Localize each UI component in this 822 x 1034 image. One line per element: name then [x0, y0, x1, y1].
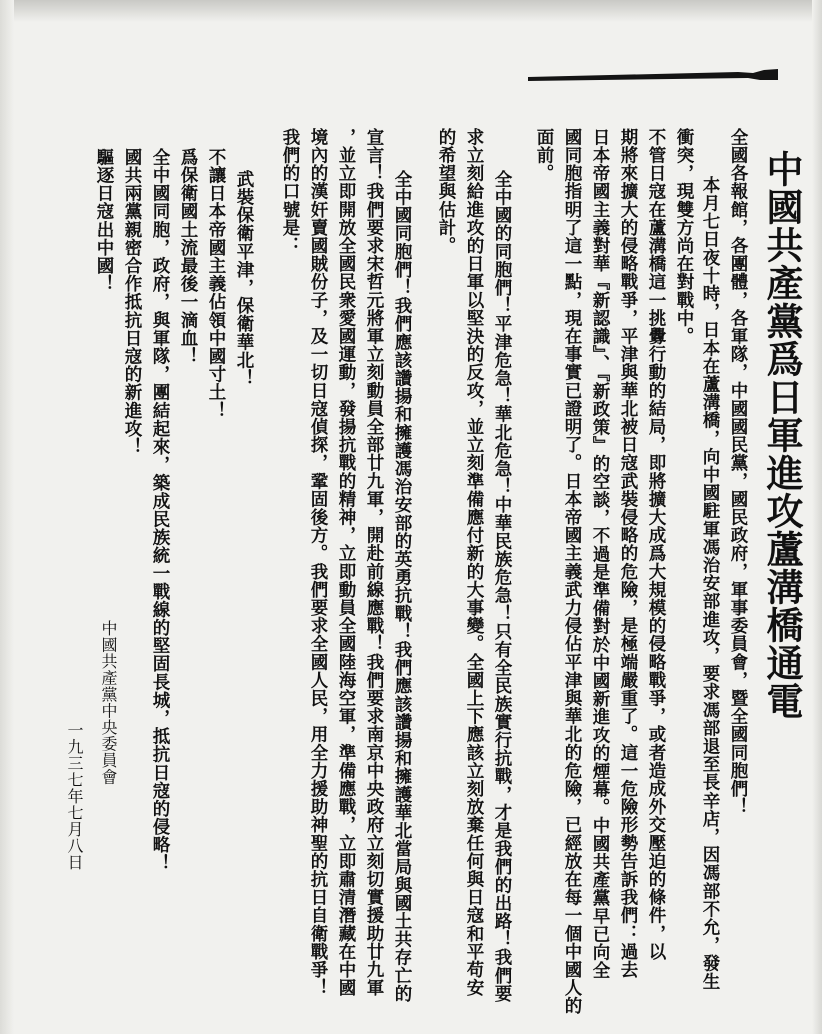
signature-organization: 中國共產黨中央委員會	[99, 620, 118, 785]
text-column-21: 國共兩黨親密合作抵抗日寇的新進攻！	[122, 148, 142, 456]
text-column-15: 境內的漢奸賣國賊份子，及一切日寇偵探，鞏固後方。我們要求全國人民，用全力援助神聖的抗日自衛戰爭！	[308, 128, 328, 997]
text-column-2: 本月七日夜十時，日本在蘆溝橋，向中國駐軍馮治安部進攻，要求馮部退至長辛店，因馮部不允，發生	[700, 176, 720, 991]
text-column-5: 期將來擴大的侵略戰爭，平津與華北被日寇武裝侵略的危險，是極端嚴重了。這一危險形勢告訴我們：過去	[618, 128, 638, 979]
text-column-4: 不管日寇在蘆溝橋這一挑釁行動的結局，即將擴大成爲大規模的侵略戰爭，或者造成外交壓迫的條件，以	[646, 128, 666, 961]
text-column-8: 面前。	[534, 128, 554, 183]
text-column-7: 國同胞指明了這一點，現在事實已證明了。日本帝國主義武力侵佔平津與華北的危險，已經放在每一個中國人的	[562, 128, 582, 1015]
document-title: 中國共產黨爲日軍進攻蘆溝橋通電	[760, 150, 804, 720]
scan-edge-right	[812, 0, 822, 1034]
text-column-12: 全中國同胞們！我們應該讚揚和擁護馮治安部的英勇抗戰！我們應該讚揚和擁護華北當局與國土共存亡的	[392, 170, 412, 1003]
text-column-6: 日本帝國主義對華『新認識』、『新政策』的空談，不過是準備對於中國新進攻的煙幕。中國共產黨早已向全	[590, 128, 610, 980]
text-column-17: 武裝保衛平津，保衛華北！	[234, 170, 254, 388]
text-column-13: 宣言！我們要求宋哲元將軍立刻動員全部廿九軍，開赴前線應戰！我們要求南京中央政府立刻切實援助廿九軍	[364, 128, 384, 997]
text-column-11: 的希望與估計。	[436, 128, 456, 255]
text-column-18: 不讓日本帝國主義佔領中國寸土！	[206, 148, 226, 420]
text-column-20: 全中國同胞，政府，與軍隊，團結起來，築成民族統一戰線的堅固長城，抵抗日寇的侵略！	[150, 148, 170, 872]
text-column-9: 全中國的同胞們！平津危急！華北危急！中華民族危急！只有全民族實行抗戰，才是我們的出路！我們要	[492, 170, 512, 1003]
scan-edge-top	[0, 0, 822, 22]
text-column-16: 我們的口號是：	[280, 128, 300, 255]
text-column-22: 驅逐日寇出中國！	[94, 148, 114, 293]
scan-edge-left	[0, 0, 14, 1034]
text-column-14: ，並立即開放全國民衆愛國運動，發揚抗戰的精神，立即動員全國陸海空軍，準備應戰，立即肅清潛藏在中國	[336, 128, 356, 997]
title-ink-rule	[528, 68, 778, 84]
text-column-10: 求立刻給進攻的日軍以堅決的反攻，並立刻準備應付新的大事變。全國上下應該立刻放棄任何與日寇和平苟安	[464, 128, 484, 997]
text-column-3: 衝突，現雙方尚在對戰中。	[674, 128, 694, 346]
text-column-1: 全國各報館，各團體，各軍隊，中國國民黨，國民政府，軍事委員會，暨全國同胞們！	[728, 128, 748, 816]
signature-date: 一九三七年七月八日	[65, 722, 84, 871]
text-column-19: 爲保衛國土流最後一滴血！	[178, 148, 198, 366]
